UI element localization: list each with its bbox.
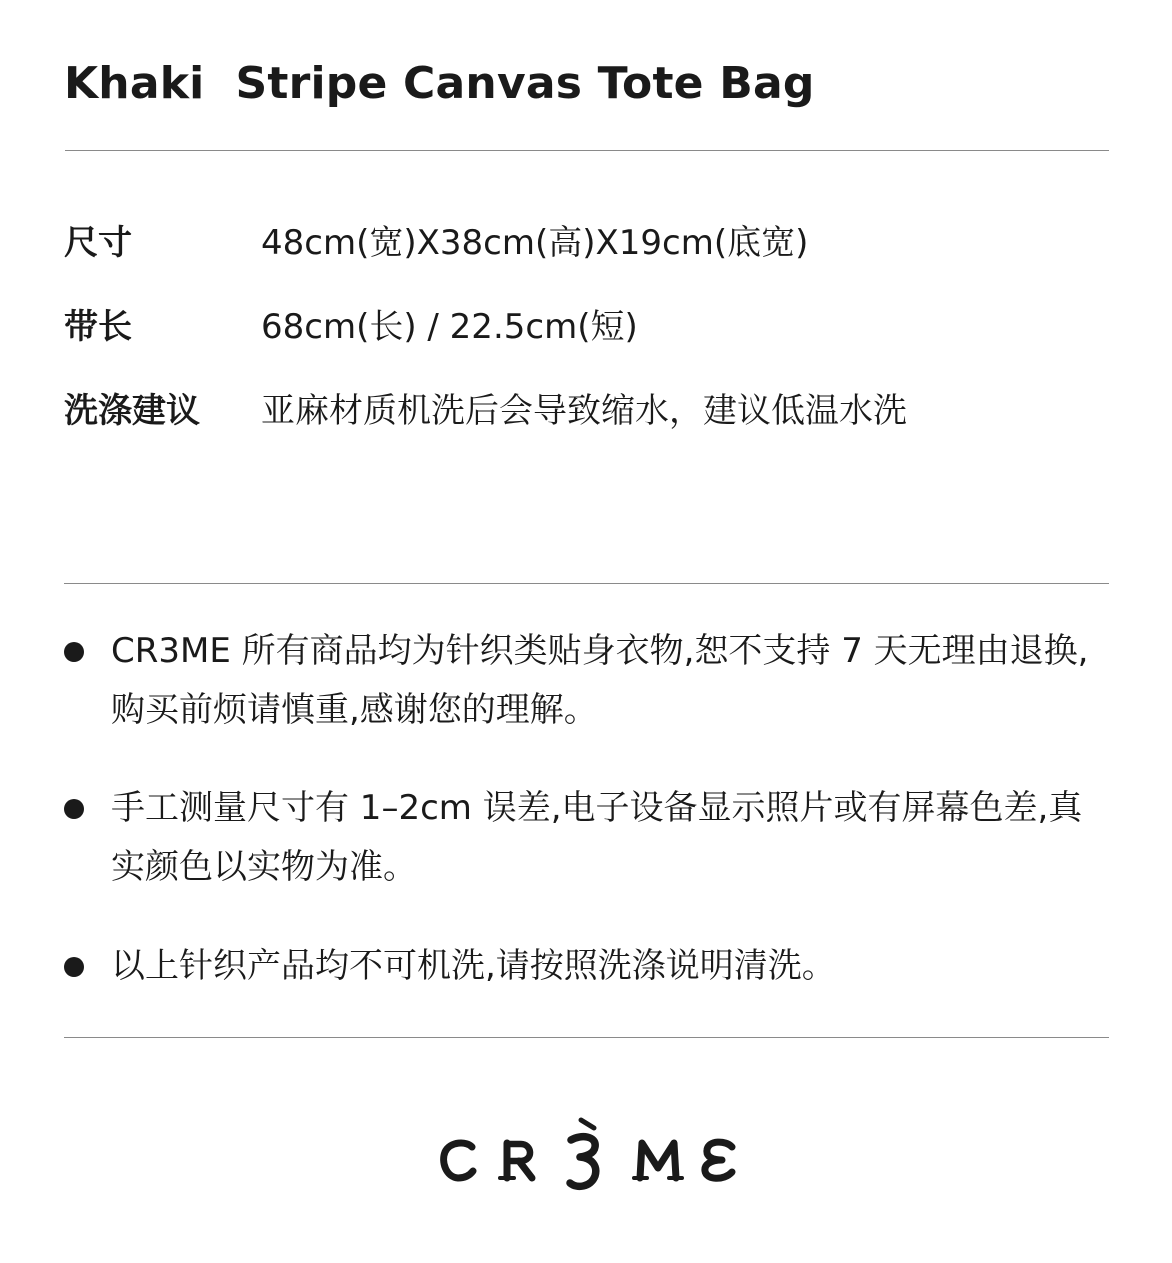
bullet-icon (64, 642, 84, 662)
spec-label-care: 洗涤建议 (64, 391, 200, 431)
note-text-washing: 以上针织产品均不可机洗,请按照洗涤说明清洗。 (111, 946, 836, 986)
divider-top (65, 150, 1109, 151)
spec-label-size: 尺寸 (64, 223, 132, 263)
note-text-measurement: 手工测量尺寸有 1–2cm 误差,电子设备显示照片或有屏幕色差,真实颜色以实物为准。 (111, 788, 1083, 887)
brand-logo (420, 1110, 750, 1200)
bullet-icon (64, 799, 84, 819)
product-title: Khaki Stripe Canvas Tote Bag (64, 58, 815, 109)
note-text-returns: CR3ME 所有商品均为针织类贴身衣物,恕不支持 7 天无理由退换,购买前烦请慎重,感谢您的理解。 (111, 631, 1089, 730)
spec-value-size: 48cm(宽)X38cm(高)X19cm(底宽) (261, 223, 809, 263)
bullet-icon (64, 957, 84, 977)
spec-value-care: 亚麻材质机洗后会导致缩水，建议低温水洗 (261, 391, 907, 431)
spec-value-strap-length: 68cm(长) / 22.5cm(短) (261, 307, 638, 347)
spec-label-strap-length: 带长 (64, 307, 132, 347)
divider-bottom (64, 1037, 1109, 1038)
divider-middle (64, 583, 1109, 584)
